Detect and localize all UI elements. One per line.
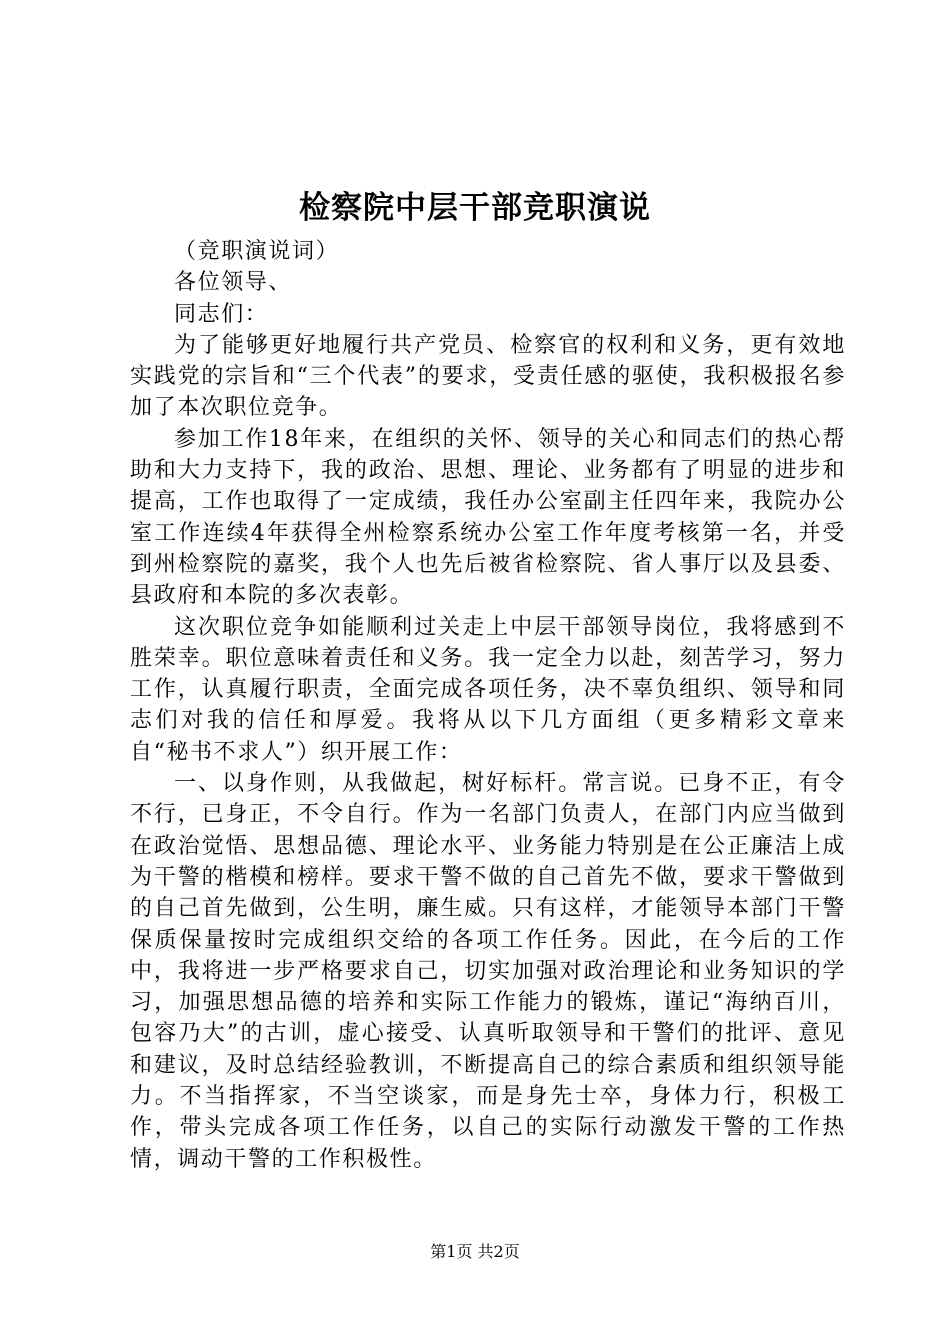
salutation-line: 各位领导、 — [174, 270, 293, 296]
body-paragraph: 一、以身作则，从我做起，树好标杆。常言说。已身不正，有令不行，已身正，不令自行。作为一名部门负责人，在部门内应当做到在政治觉悟、思想品德、理论水平、业务能力特别是在公正廉洁上成为干警的楷模和榜样。要求干警不做的自己首先不做，要求干警做到的自己首先做到，公生明，廉生威。只有这样，才能领导本部门干警保质保量按时完成组织交给的各项工作任务。因此，在今后的工作中，我将进一步严格要求自己，切实加强对政治理论和业务知识的学习，加强思想品德的培养和实际工作能力的锻炼，谨记“海纳百川，包容乃大”的古训，虚心接受、认真听取领导和干警们的批评、意见和建议，及时总结经验教训，不断提高自己的综合素质和组织领导能力。不当指挥家，不当空谈家，而是身先士卒，身体力行，积极工作，带头完成各项工作任务，以自己的实际行动激发干警的工作热情，调动干警的工作积极性。 — [130, 771, 846, 1172]
page-footer: 第1页 共2页 — [430, 1242, 520, 1261]
body-paragraph: 参加工作18年来，在组织的关怀、领导的关心和同志们的热心帮助和大力支持下，我的政治、思想、理论、业务都有了明显的进步和提高，工作也取得了一定成绩，我任办公室副主任四年来，我院办公室工作连续4年获得全州检察系统办公室工作年度考核第一名，并受到州检察院的嘉奖，我个人也先后被省检察院、省人事厅以及县委、县政府和本院的多次表彰。 — [130, 426, 846, 609]
subtitle-paragraph: （竞职演说词） — [174, 239, 340, 264]
salutation-line: 同志们： — [174, 301, 269, 327]
body-paragraph: 为了能够更好地履行共产党员、检察官的权利和义务，更有效地实践党的宗旨和“三个代表”的要求，受责任感的驱使，我积极报名参加了本次职位竞争。 — [130, 332, 846, 421]
document-body — [130, 236, 846, 1175]
document-title: 检察院中层干部竞职演说 — [299, 190, 651, 226]
body-paragraph: 这次职位竞争如能顺利过关走上中层干部领导岗位，我将感到不胜荣幸。职位意味着责任和义务。我一定全力以赴，刻苦学习，努力工作，认真履行职责，全面完成各项任务，决不辜负组织、领导和同志们对我的信任和厚爱。我将从以下几方面组（更多精彩文章来自“秘书不求人”）织开展工作： — [130, 614, 846, 765]
